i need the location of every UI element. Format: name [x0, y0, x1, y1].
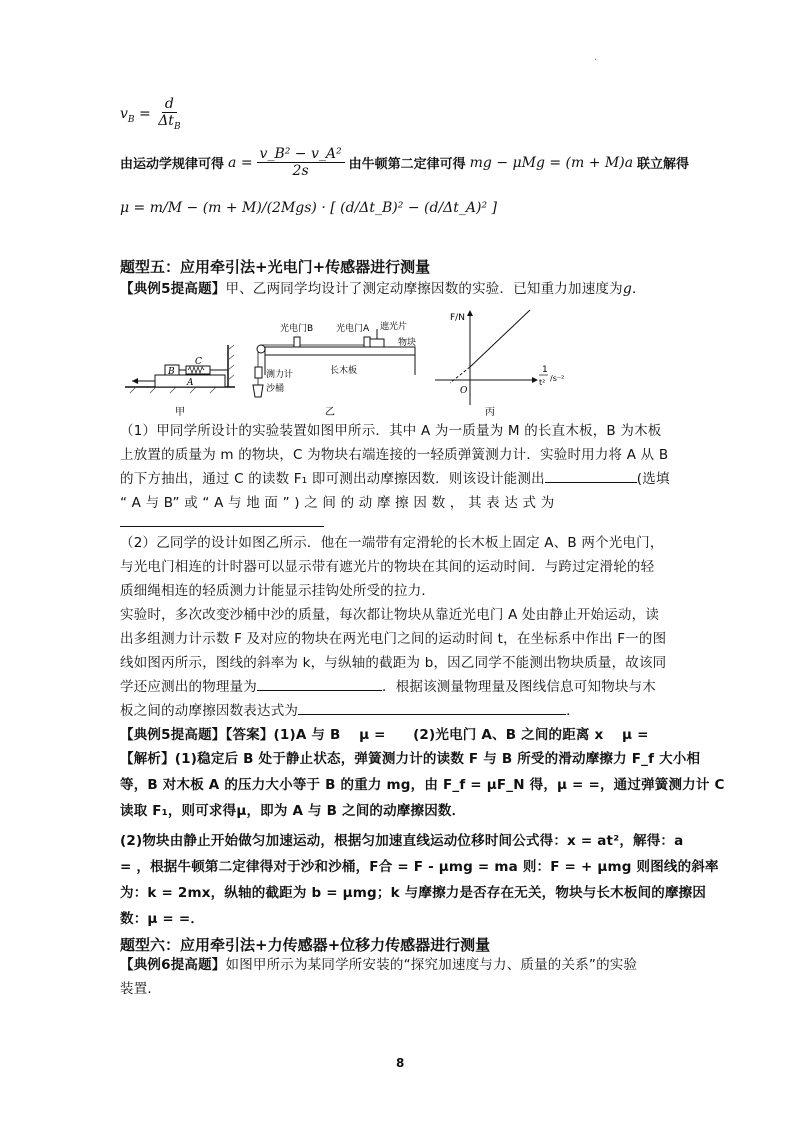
- q2-line3: 质细绳相连的轻质测力计能显示挂钩处所受的拉力．: [120, 583, 436, 599]
- q1-line4: “ A 与 B” 或 “ A 与 地 面 ” ) 之 间 的 动 摩 擦 因 数 ， 其 表 达 式 为: [120, 495, 555, 511]
- q1-line1: （1）甲同学所设计的实验装置如图甲所示．其中 A 为一质量为 M 的长直木板，B 为木板: [120, 423, 662, 439]
- label-gate-B: 光电门B: [280, 324, 314, 334]
- label-x-axis-unit: /s⁻²: [550, 374, 565, 383]
- label-C: C: [195, 357, 202, 367]
- example5-intro: 【典例5提高题】甲、乙两同学均设计了测定动摩擦因数的实验．已知重力加速度为g．: [120, 281, 646, 297]
- q1-blank2: [120, 526, 324, 527]
- answer-line: 【典例5提高题】【答案】(1)A 与 B μ = (2)光电门 A、B 之间的距离 x μ =: [120, 727, 649, 743]
- q2-line6: 线如图丙所示，图线的斜率为 k，与纵轴的截距为 b，因乙同学不能测出物块质量，故该同: [120, 655, 667, 671]
- q2-line2: 与光电门相连的计时器可以显示带有遮光片的物块在其间的运动时间．与跨过定滑轮的轻: [120, 559, 655, 575]
- label-board: 长木板: [330, 366, 358, 376]
- caption-jia: 甲: [175, 407, 185, 418]
- experiment-figures: [120, 305, 680, 420]
- label-shade: 遮光片: [380, 322, 408, 332]
- analysis-line1: 【解析】(1)稳定后 B 处于静止状态，弹簧测力计的读数 F 与 B 所受的滑动摩擦力 F_f 大小相: [120, 751, 701, 767]
- figure-yi: [253, 320, 416, 418]
- formula-vb: $v_B$ = $\frac{d}{\Delta t_B}$: [120, 96, 181, 132]
- label-x-axis-num: 1: [542, 365, 548, 375]
- label-B: B: [168, 367, 175, 377]
- label-block: 物块: [398, 338, 417, 348]
- label-origin: O: [460, 386, 468, 396]
- example6-line1: 【典例6提高题】如图甲所示为某同学所安装的“探究加速度与力、质量的关系”的实验: [120, 957, 638, 973]
- caption-bing: 丙: [485, 407, 495, 418]
- q1-line2: 上放置的质量为 m 的物块，C 为物块右端连接的一轻质弹簧测力计．实验时用力将 A 从 B: [120, 447, 669, 463]
- analysis-line4: (2)物块由静止开始做匀加速运动，根据匀加速直线运动位移时间公式得：x = at²，解得：a: [120, 833, 684, 849]
- section5-title: 题型五：应用牵引法+光电门+传感器进行测量: [120, 258, 431, 276]
- label-x-axis-den: t²: [539, 378, 546, 387]
- q2-line5: 出多组测力计示数 F 及对应的物块在两光电门之间的运动时间 t，在坐标系中作出 F一的图: [120, 631, 667, 647]
- section6-title: 题型六：应用牵引法+力传感器+位移力传感器进行测量: [120, 936, 491, 954]
- analysis-line3: 读取 F₁，则可求得μ，即为 A 与 B 之间的动摩擦因数．: [120, 803, 466, 819]
- caption-yi: 乙: [325, 407, 335, 418]
- figure-bing: [435, 310, 564, 418]
- label-A: A: [187, 378, 194, 388]
- page-number: 8: [396, 1056, 405, 1070]
- label-meter: 测力计: [266, 370, 294, 380]
- q1-blank1: [545, 482, 637, 483]
- analysis-line2: 等，B 对木板 A 的压力大小等于 B 的重力 mg，由 F_f = μF_N 得，μ = =，通过弹簧测力计 C: [120, 777, 725, 793]
- label-gate-A: 光电门A: [336, 324, 370, 334]
- example6-line2: 装置．: [120, 981, 162, 997]
- q2-line4: 实验时，多次改变沙桶中沙的质量，每次都让物块从靠近光电门 A 处由静止开始运动，读: [120, 607, 660, 623]
- q2-line1: （2）乙同学的设计如图乙所示．他在一端带有定滑轮的长木板上固定 A、B 两个光电门，: [120, 535, 664, 551]
- q1-line3: 的下方抽出，通过 C 的读数 F₁ 即可测出动摩擦因数．则该设计能测出 (选填: [120, 471, 670, 487]
- header-mark: ·: [594, 55, 598, 66]
- q2-line8: 板之间的动摩擦因数表达式为 ．: [120, 703, 580, 719]
- q2-blank1: [257, 690, 382, 691]
- q2-blank2: [298, 714, 566, 715]
- formula-kinematics-line: 由运动学规律可得 a = $\frac{\text{v\_B² − v\_A²}}{2s}$ 由牛顿第二定律可得 mg − μMg = (m + M)a 联立解得: [120, 146, 690, 179]
- figure-jia: [125, 345, 235, 418]
- analysis-line5: = ，根据牛顿第二定律得对于沙和沙桶，F合 = F - μmg = ma 则：F = + μmg 则图线的斜率: [120, 859, 719, 875]
- label-bucket: 沙桶: [266, 384, 285, 394]
- formula-mu: μ = m/M − (m + M)/(2Mgs) · [ (d/Δt_B)² − (d/Δt_A)² ]: [120, 200, 497, 216]
- q2-line7: 学还应测出的物理量为 ．根据该测量物理量及图线信息可知物块与木: [120, 679, 656, 695]
- label-y-axis: F/N: [450, 313, 465, 323]
- analysis-line6: 为：k = 2mx，纵轴的截距为 b = μmg；k 与摩擦力是否存在无关，物块与长木板间的摩擦因: [120, 885, 707, 901]
- analysis-line7: 数：μ = =．: [120, 911, 205, 927]
